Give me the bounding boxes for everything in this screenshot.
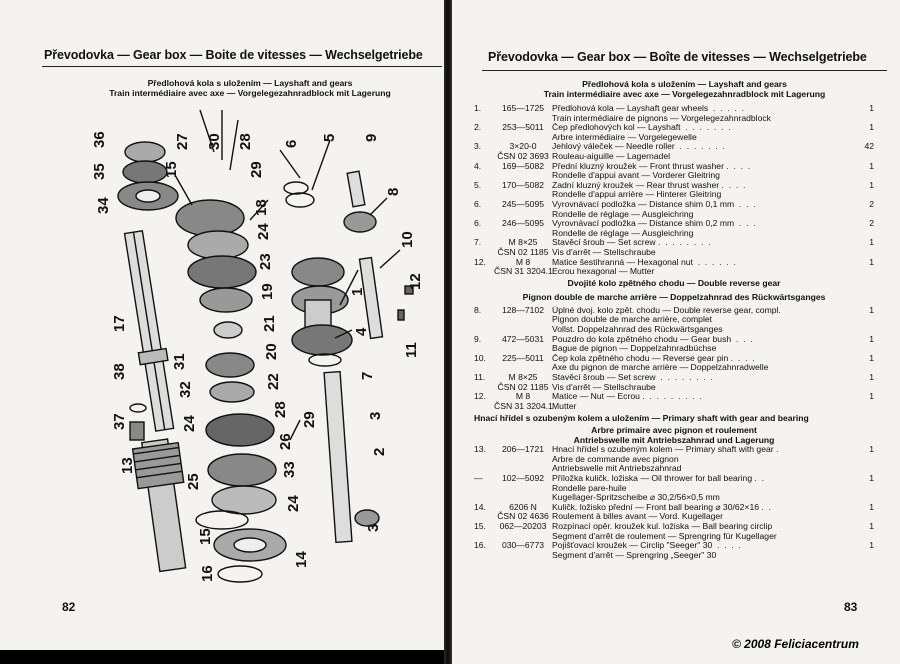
quantity bbox=[860, 484, 874, 494]
item-number: 15. bbox=[474, 520, 486, 531]
quantity bbox=[860, 267, 874, 277]
parts-list-row bbox=[474, 445, 874, 455]
callout-27: 27 bbox=[174, 133, 191, 150]
part-description: Antriebswelle mit Antriebszahnrad bbox=[552, 464, 682, 474]
item-number: 13. bbox=[474, 444, 486, 455]
layshaft-pin bbox=[324, 372, 352, 543]
quantity: 1 bbox=[869, 160, 874, 171]
item-number: 9. bbox=[474, 333, 482, 344]
part-code: 245—5095 bbox=[501, 198, 545, 209]
part-description: Rondelle pare-huile bbox=[552, 483, 627, 493]
callout-18: 18 bbox=[253, 199, 270, 216]
quantity: 1 bbox=[869, 122, 874, 133]
item-number bbox=[474, 484, 494, 494]
part-description: Příložka kuličk. ložiska — Oil thrower for ball bearing . . bbox=[552, 473, 765, 483]
callout-22: 22 bbox=[265, 373, 282, 390]
parts-list bbox=[474, 104, 874, 560]
section-subtitle: Arbre primaire avec pignon et roulement bbox=[591, 425, 757, 435]
quantity: 1 bbox=[869, 352, 874, 363]
callout-36: 36 bbox=[91, 131, 108, 148]
parts-list-row bbox=[474, 402, 874, 412]
quantity: 1 bbox=[869, 540, 874, 551]
part-code: 3×20-0 bbox=[509, 141, 537, 152]
part-description: Axe du pignon de marche arrière — Doppelzahnradwelle bbox=[552, 363, 769, 373]
parts-list-row bbox=[474, 354, 874, 364]
right-page-header: Převodovka — Gear box — Boîte de vitesses — Wechselgetriebe bbox=[488, 50, 867, 64]
part-description: Vyrovnávací podložka — Distance shim 0,2 mm . . . bbox=[552, 219, 756, 229]
callout-12: 12 bbox=[407, 273, 424, 290]
callout-6: 6 bbox=[283, 139, 300, 148]
set-screw bbox=[398, 310, 404, 320]
parts-list-row bbox=[474, 267, 874, 277]
part-code bbox=[494, 484, 552, 494]
callout-15-low: 15 bbox=[197, 528, 214, 545]
part-code: 030—6773 bbox=[501, 540, 545, 551]
right-page bbox=[452, 0, 900, 664]
parts-list-row bbox=[474, 455, 874, 465]
parts-list-row bbox=[474, 541, 874, 551]
part-description: Jehlový váleček — Needle roller . . . . . . . bbox=[552, 142, 725, 152]
quantity: 1 bbox=[869, 237, 874, 248]
part-description: Rondelle de réglage — Ausgleichring bbox=[552, 228, 694, 238]
part-description: Arbre de commande avec pignon bbox=[552, 454, 679, 464]
callout-11: 11 bbox=[403, 342, 420, 358]
callout-16: 16 bbox=[199, 565, 216, 582]
callout-17: 17 bbox=[111, 315, 128, 332]
needle-rollers bbox=[355, 510, 379, 526]
callout-31: 31 bbox=[171, 353, 188, 370]
quantity: 1 bbox=[869, 520, 874, 531]
part-description: Stavěcí šroub — Set screw . . . . . . . . bbox=[552, 238, 711, 248]
part-code: ČSN 02 1185 bbox=[497, 381, 549, 392]
callout-3-upper: 3 bbox=[367, 411, 384, 420]
part-description: Rouleau-aiguille — Lagernadel bbox=[552, 151, 671, 161]
part-description: Stavěcí šroub — Set screw . . . . . . . . bbox=[552, 373, 713, 383]
item-number bbox=[474, 402, 494, 412]
right-title-line1: Předlohová kola s uložením — Layshaft and gears bbox=[582, 79, 787, 89]
parts-list-row bbox=[474, 248, 874, 258]
callout-35: 35 bbox=[91, 163, 108, 180]
callout-29-top: 29 bbox=[248, 161, 265, 178]
parts-list-row bbox=[474, 335, 874, 345]
parts-list-row bbox=[474, 162, 874, 172]
callout-14: 14 bbox=[293, 551, 310, 568]
part-code: 6206 N bbox=[509, 501, 537, 512]
callout-25: 25 bbox=[185, 473, 202, 490]
primary-shaft-drawing bbox=[132, 438, 196, 573]
part-description: Přední kluzný kroužek — Front thrust washer . . . . bbox=[552, 161, 751, 171]
callout-34: 34 bbox=[95, 197, 112, 214]
callout-38: 38 bbox=[111, 363, 128, 380]
item-number: 7. bbox=[474, 237, 482, 248]
part-code bbox=[494, 455, 552, 465]
left-title-line1: Předlohová kola s uložením — Layshaft and gears bbox=[147, 78, 353, 88]
left-page-header: Převodovka — Gear box — Boite de vitesses — Wechselgetriebe bbox=[44, 48, 423, 62]
section-subtitle: Pignon double de marche arrière — Doppelzahnrad des Rückwärtsganges bbox=[522, 292, 826, 303]
part-description: Vollst. Doppelzahnrad des Rückwärtsganges bbox=[552, 325, 723, 335]
quantity: 1 bbox=[869, 179, 874, 190]
part-code: ČSN 31 3204.1 bbox=[494, 266, 553, 277]
shim-washer bbox=[130, 404, 146, 412]
part-description: Pouzdro do kola zpětného chodu — Gear bush . . . bbox=[552, 334, 753, 344]
part-code: M 8 bbox=[515, 256, 531, 267]
parts-list-row bbox=[474, 551, 874, 561]
callout-1: 1 bbox=[349, 287, 366, 296]
parts-list-row bbox=[474, 123, 874, 133]
parts-list-row bbox=[474, 181, 874, 191]
part-code: 206—1721 bbox=[501, 444, 545, 455]
section-subtitle: Antriebswelle mit Antriebszahnrad und Lagerung bbox=[573, 434, 775, 445]
right-header-rule bbox=[482, 70, 887, 71]
part-description: Matice šestihranná — Hexagonal nut . . . . . . bbox=[552, 257, 736, 267]
part-code: 165—1725 bbox=[501, 103, 545, 113]
callout-28: 28 bbox=[237, 133, 254, 150]
part-code bbox=[494, 315, 552, 325]
callout-8: 8 bbox=[385, 187, 402, 196]
callout-10: 10 bbox=[399, 231, 416, 248]
callout-32: 32 bbox=[177, 381, 194, 398]
item-number: 14. bbox=[474, 501, 486, 512]
item-number bbox=[474, 267, 494, 277]
parts-list-row bbox=[474, 306, 874, 316]
part-code: 246—5095 bbox=[501, 218, 545, 229]
parts-list-row bbox=[474, 219, 874, 229]
callout-4: 4 bbox=[353, 327, 370, 336]
callout-29-low: 29 bbox=[301, 411, 318, 428]
parts-list-row bbox=[474, 315, 874, 325]
part-description: Vyrovnávací podložka — Distance shim 0,1 mm . . . bbox=[552, 199, 756, 209]
part-description: Matice — Nut — Ecrou . . . . . . . . . bbox=[552, 392, 702, 402]
left-page-number: 82 bbox=[62, 600, 76, 614]
part-code: 169—5082 bbox=[501, 160, 545, 171]
quantity: 1 bbox=[869, 372, 874, 383]
part-description: Kugellager-Spritzscheibe ⌀ 30,2/56×0,5 mm bbox=[552, 493, 720, 503]
part-description: Rondelle de réglage — Ausgleichring bbox=[552, 209, 694, 219]
left-page bbox=[0, 0, 444, 650]
quantity bbox=[860, 315, 874, 325]
quantity: 1 bbox=[869, 391, 874, 402]
item-number: 3. bbox=[474, 141, 482, 152]
part-description: Zadní kluzný kroužek — Rear thrust washer . . . . bbox=[552, 180, 746, 190]
callout-15-top: 15 bbox=[163, 161, 180, 178]
quantity bbox=[860, 402, 874, 412]
section-subtitle: Dvojité kolo zpětného chodu — Double reverse gear bbox=[567, 277, 781, 288]
left-title-line2: Train intermédiaire avec axe — Vorgelegezahnradblock mit Lagerung bbox=[109, 88, 391, 98]
parts-list-row bbox=[474, 522, 874, 532]
callout-28-low: 28 bbox=[272, 401, 289, 418]
central-gear-cluster bbox=[176, 200, 276, 514]
quantity: 42 bbox=[864, 141, 874, 152]
part-code: 128—7102 bbox=[501, 304, 545, 315]
part-code: 062—20203 bbox=[499, 520, 547, 531]
part-code: ČSN 02 3693 bbox=[497, 150, 549, 161]
callout-24-c: 24 bbox=[285, 495, 302, 512]
right-section-title bbox=[482, 79, 887, 99]
callout-24-a: 24 bbox=[255, 223, 272, 240]
part-description: Roulement à billes avant — Vord. Kugellager bbox=[552, 512, 724, 522]
exploded-gearbox-diagram bbox=[0, 0, 444, 600]
callout-3-lower: 3 bbox=[365, 523, 382, 532]
parts-list-row bbox=[474, 104, 874, 114]
item-number: 10. bbox=[474, 352, 486, 363]
callout-7: 7 bbox=[359, 371, 376, 380]
part-description: Rozpínací opěr. kroužek kul. ložiska — Ball bearing circlip bbox=[552, 521, 773, 531]
parts-list-row bbox=[474, 200, 874, 210]
part-description: Pignon double de marche arrière, complet bbox=[552, 315, 713, 325]
item-number bbox=[474, 551, 494, 561]
callout-5: 5 bbox=[321, 133, 338, 142]
quantity: 1 bbox=[869, 444, 874, 455]
part-code: M 8×25 bbox=[508, 372, 538, 383]
parts-list-row bbox=[474, 484, 874, 494]
item-number: 1. bbox=[474, 103, 482, 113]
quantity: 1 bbox=[869, 333, 874, 344]
small-gear-37 bbox=[130, 422, 144, 440]
item-number bbox=[474, 455, 494, 465]
callout-24-b: 24 bbox=[181, 415, 198, 432]
item-number: 2. bbox=[474, 122, 482, 133]
callout-21: 21 bbox=[261, 315, 278, 332]
part-description: Vis d'arrêt — Stellschraube bbox=[552, 382, 656, 392]
quantity: 1 bbox=[869, 256, 874, 267]
item-number bbox=[474, 315, 494, 325]
part-code: 225—5011 bbox=[502, 352, 544, 363]
quantity: 1 bbox=[869, 472, 874, 483]
quantity: 1 bbox=[869, 103, 874, 113]
item-number: 4. bbox=[474, 160, 482, 171]
copyright-watermark: © 2008 Feliciacentrum bbox=[732, 637, 859, 651]
part-code bbox=[494, 551, 552, 561]
part-description: Segment d'arrêt de roulement — Sprengring für Kugellager bbox=[552, 531, 777, 541]
right-title-line2: Train intermédiaire avec axe — Vorgelegezahnradblock mit Lagerung bbox=[543, 89, 826, 99]
item-number: 11. bbox=[474, 372, 486, 383]
callout-23: 23 bbox=[257, 253, 274, 270]
item-number: 6. bbox=[474, 218, 482, 229]
book-spine bbox=[444, 0, 452, 664]
callout-20: 20 bbox=[263, 343, 280, 360]
reverse-gear-pin bbox=[359, 258, 382, 339]
quantity: 2 bbox=[869, 218, 874, 229]
part-description: Pojišťovací kroužek — Circlip "Seeger" 30 . . . . bbox=[552, 541, 741, 551]
item-number: 6. bbox=[474, 198, 482, 209]
section-subtitle: Hnací hřídel s ozubeným kolem a uložením — Primary shaft with gear and bearing bbox=[474, 413, 809, 424]
quantity: 1 bbox=[869, 304, 874, 315]
part-description: Čep předlohových kol — Layshaft . . . . . . . bbox=[552, 123, 731, 133]
quantity bbox=[860, 551, 874, 561]
callout-13: 13 bbox=[119, 457, 136, 474]
callout-26: 26 bbox=[277, 433, 294, 450]
part-description: Úplné dvoj. kolo zpět. chodu — Double reverse gear, compl. bbox=[552, 305, 781, 315]
part-description: Segment d'arrêt — Sprengring „Seeger" 30 bbox=[552, 550, 717, 560]
item-number: — bbox=[474, 472, 483, 483]
part-code: ČSN 02 4636 bbox=[497, 511, 549, 522]
part-code: M 8×25 bbox=[508, 237, 538, 248]
item-number: 12. bbox=[474, 391, 486, 402]
part-description: Předlohová kola — Layshaft gear wheels . . . . . bbox=[552, 104, 745, 113]
part-code: 170—5082 bbox=[501, 179, 545, 190]
parts-list-row bbox=[474, 474, 874, 484]
callout-2: 2 bbox=[371, 447, 388, 456]
part-code: M 8 bbox=[515, 391, 531, 402]
part-description: Vis d'arrêt — Stellschraube bbox=[552, 247, 656, 257]
callout-33: 33 bbox=[281, 461, 298, 478]
callout-37: 37 bbox=[111, 413, 128, 430]
part-description: Train intermédiaire de pignons — Vorgelegezahnradblock bbox=[552, 113, 771, 123]
item-number: 5. bbox=[474, 179, 482, 190]
part-description: Kuličk. ložisko přední — Front ball bearing ⌀ 30/62×16 . . bbox=[552, 502, 771, 512]
part-code: ČSN 02 1185 bbox=[497, 246, 549, 257]
part-code: 102—5092 bbox=[501, 472, 545, 483]
part-code: 472—5031 bbox=[501, 333, 545, 344]
parts-list-row bbox=[474, 383, 874, 393]
part-description: Čep kola zpětného chodu — Reverse gear pin . . . . bbox=[552, 353, 755, 363]
callout-19: 19 bbox=[259, 283, 276, 300]
quantity: 1 bbox=[869, 501, 874, 512]
part-description: Mutter bbox=[552, 401, 577, 411]
part-description: Arbre intermédiaire — Vorgelegewelle bbox=[552, 132, 697, 142]
part-description: Bague de pignon — Doppelzahnradbüchse bbox=[552, 344, 717, 354]
part-description: Ecrou hexagonal — Mutter bbox=[552, 267, 655, 277]
part-code: 253—5011 bbox=[502, 122, 544, 133]
callout-30: 30 bbox=[206, 133, 223, 150]
layshaft-drawing bbox=[120, 230, 179, 432]
part-description: Rondelle d'appui arrière — Hinterer Gleitring bbox=[552, 190, 722, 200]
quantity: 2 bbox=[869, 198, 874, 209]
item-number: 8. bbox=[474, 304, 482, 315]
quantity bbox=[860, 455, 874, 465]
callout-9: 9 bbox=[363, 133, 380, 142]
item-number: 16. bbox=[474, 540, 486, 551]
part-description: Hnací hřídel s ozubeným kolem — Primary shaft with gear . bbox=[552, 445, 779, 455]
part-code: ČSN 31 3204.1 bbox=[494, 400, 553, 411]
right-page-number: 83 bbox=[844, 600, 858, 614]
item-number: 12. bbox=[474, 256, 486, 267]
part-description: Rondelle d'appui avant — Vorderer Gleitring bbox=[552, 171, 720, 181]
